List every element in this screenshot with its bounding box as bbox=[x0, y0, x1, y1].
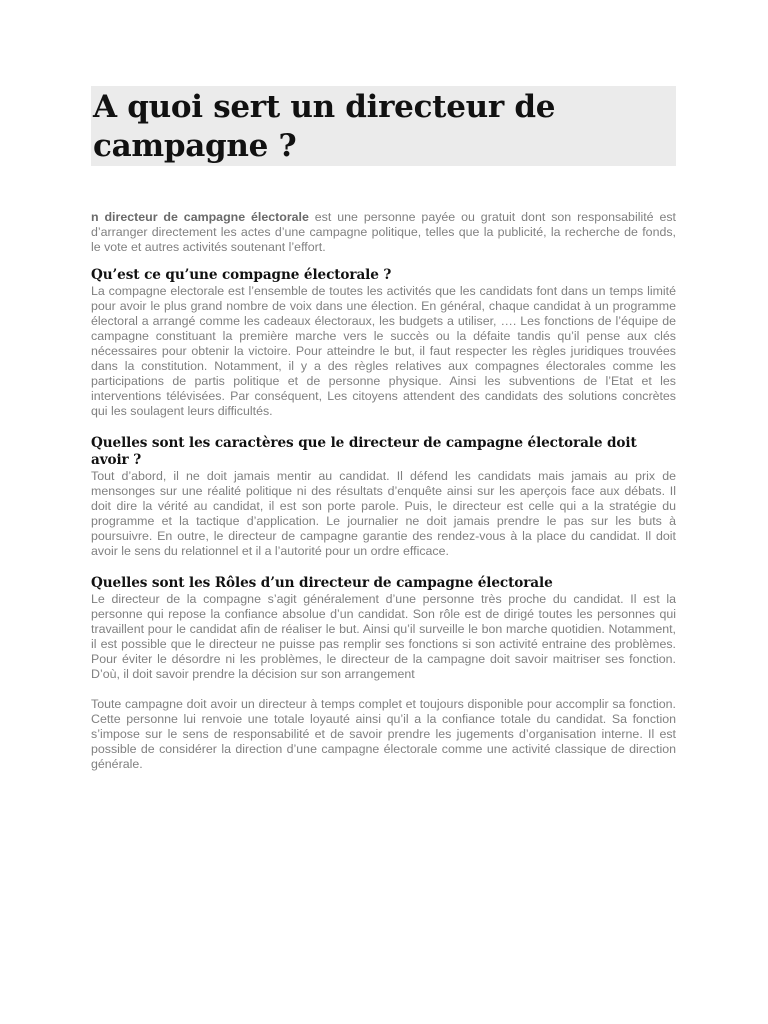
page-title: A quoi sert un directeur de campagne ? bbox=[93, 89, 556, 164]
title-banner bbox=[91, 86, 676, 166]
section-heading-campagne: Qu’est ce qu’une compagne électorale ? bbox=[91, 267, 392, 283]
section-heading-roles: Quelles sont les Rôles d’un directeur de campagne électorale bbox=[91, 575, 553, 591]
section-text-campagne: La compagne electorale est l’ensemble de toutes les activités que les candidats font dans un temps limité pour avoir le plus grand nombre de voix dans une élection. En général, chaque candidat à un programme électoral a arrangé comme les cadeaux électoraux, les budgets a utiliser, …. Les fonctions de l’équipe de campagne constituant la première marche vers le succès ou la défaite tandis qu’il pense aux clés nécessaires pour obtenir la victoire. Pour atteindre le but, il faut respecter les règles juridiques trouvées dans la constitution. Notamment, il y a des règles relatives aux compagnes électorales comme les participations de partis politique et de personne physique. Ainsi les subventions de l’Etat et les interventions télévisées. Par conséquent, Les citoyens attendent des candidats des solutions concrètes qui les soulagent leurs difficultés. bbox=[91, 284, 676, 418]
section-text-roles: Le directeur de la compagne s’agit généralement d’une personne très proche du candidat. Il est la personne qui repose la confiance absolue d’un candidat. Son rôle est de dirigé toutes les personnes qui travaillent pour le candidat afin de réaliser le but. Ainsi qu’il surveille le bon marche quotidien. Notamment, il est possible que le directeur ne puisse pas remplir ses fonctions si son activité entraine des problèmes. Pour éviter le désordre ni les problèmes, le directeur de la campagne doit savoir maitriser ses fonction. D’où, il doit savoir prendre la décision sur son arrangement bbox=[91, 592, 676, 681]
intro-text: est une personne payée ou gratuit dont son responsabilité est d’arranger directement les actes d’une campagne politique, telles que la publicité, la recherche de fonds, le vote et autres activités soutenant l’effort. bbox=[91, 210, 676, 254]
section-heading-caracteres: Quelles sont les caractères que le directeur de campagne électorale doit avoir ? bbox=[91, 435, 637, 468]
intro-paragraph bbox=[91, 210, 676, 255]
closing-paragraph: Toute campagne doit avoir un directeur à temps complet et toujours disponible pour accomplir sa fonction. Cette personne lui renvoie une totale loyauté ainsi qu’il a la confiance totale du candidat. Sa fonction s’impose sur le sens de responsabilité et de savoir prendre les jugements d’organisation interne. Il est possible de considérer la direction d’une campagne électorale comme une activité classique de direction générale. bbox=[91, 697, 676, 771]
intro-lead: n directeur de campagne électorale bbox=[91, 210, 309, 224]
section-text-caracteres: Tout d’abord, il ne doit jamais mentir au candidat. Il défend les candidats mais jamais au prix de mensonges sur une réalité politique ni des résultats d’enquête ainsi sur les aperçois face aux débats. Il doit dire la vérité au candidat, il est son porte parole. Puis, le directeur est celle qui a la stratégie du programme et la tactique d’application. Le journalier ne doit jamais prendre le pas sur les buts à poursuivre. En outre, le directeur de campagne garantie des rendez-vous à la place du candidat. Il doit avoir le sens du relationnel et il a l’autorité pour un ordre efficace. bbox=[91, 469, 676, 558]
document-page bbox=[91, 86, 676, 772]
